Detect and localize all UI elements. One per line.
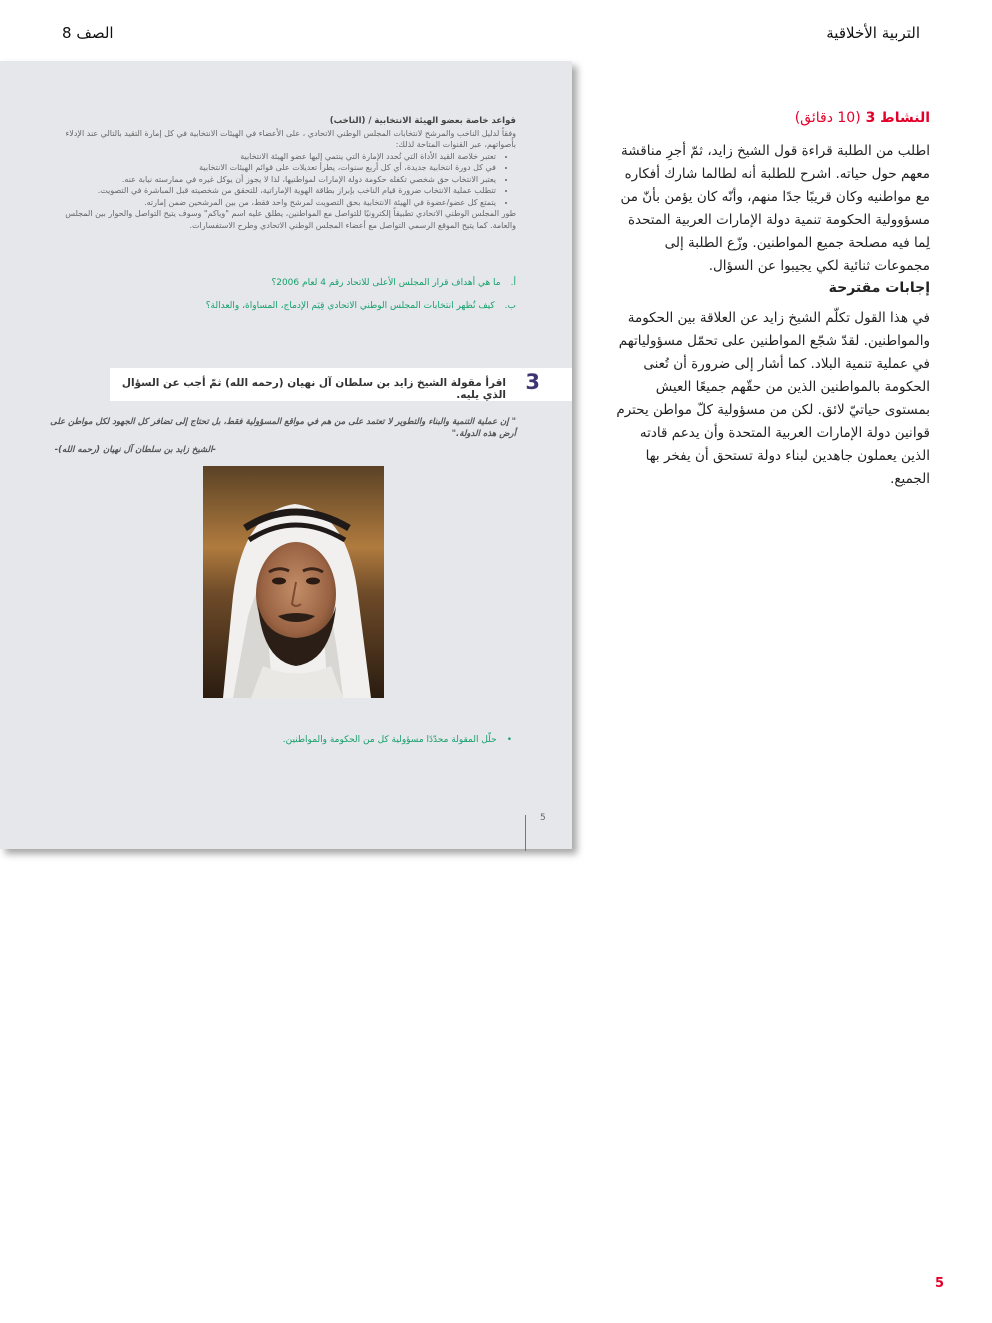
section-title: اقرأ مقولة الشيخ زايد بن سلطان آل نهيان (رحمه الله) ثمّ أجب عن السؤال الذي يليه. bbox=[121, 377, 506, 401]
section-3-header bbox=[110, 368, 572, 401]
page-number: 5 bbox=[935, 1276, 945, 1291]
activity-label: النشاط 3 bbox=[865, 110, 930, 126]
question-b-number: ب. bbox=[504, 301, 516, 311]
student-book-page bbox=[0, 61, 572, 849]
question-b bbox=[206, 301, 516, 311]
page-divider-line bbox=[525, 815, 526, 851]
zayed-quote: " إن عملية التنمية والبناء والتطوير لا تعتمد على من هم في مواقع المسؤولية فقط، بل تحتاج إلى تضافر كل الجهود لكل مواطن على أرض هذه الدولة." bbox=[50, 417, 516, 439]
analysis-task bbox=[283, 735, 512, 745]
question-b-text: كيف تُظهر انتخابات المجلس الوطني الاتحادي قِيَم الإدماج، المساواة، والعدالة؟ bbox=[205, 301, 495, 311]
activity-instructions: اطلب من الطلبة قراءة قول الشيخ زايد، ثمّ أجرِ مناقشة معهم حول حياته. اشرح للطلبة أنه لطالما شارك أفكاره مع مواطنيه وكان قريبًا جدًا منهم، وأنّه كان يؤمن بأنّ من مسؤوولية الحكومة تنمية دولة الإمارات العربية المتحدة لِما فيه مصلحة جميع المواطنين. وزّع الطلبة إلى مجموعات ثنائية لكي يجيبوا عن السؤال. bbox=[620, 143, 930, 274]
subject-title: التربية الأخلاقية bbox=[826, 24, 920, 42]
task-text: حلّل المقولة محدّدًا مسؤولية كل من الحكومة والمواطنين. bbox=[282, 735, 497, 745]
question-a-number: أ. bbox=[510, 278, 516, 288]
sheikh-zayed-portrait bbox=[203, 466, 384, 698]
rules-intro: وفقاً لدليل الناخب والمرشح لانتخابات المجلس الوطني الاتحادي ، على الأعضاء في الهيئات الانتخابية في كل إمارة التقيد بالتالي عند الإدلاء بأصواتهم، عبر القنوات المتاحة لذلك: bbox=[65, 128, 516, 149]
rules-item: • في كل دورة انتخابية جديدة، أي كل أربع سنوات، يطرأ تعديلات على قوائم الهيئات الانتخابية bbox=[46, 162, 496, 174]
rules-item: • يتمتع كل عضو/عضوة في الهيئة الانتخابية بحق التصويت لمرشح واحد فقط، من بين المرشحين ضمن إمارته. bbox=[46, 197, 496, 209]
voter-rules-box bbox=[46, 116, 516, 231]
question-a-text: ما هي أهداف قرار المجلس الأعلى للاتحاد رقم 4 لعام 2006؟ bbox=[271, 278, 501, 288]
suggested-answers: في هذا القول تكلّم الشيخ زايد عن العلاقة بين الحكومة والمواطنين. لقدّ شجّع المواطنين على تحمّل مسؤولياتهم في عملية تنمية البلاد. كما أشار إلى ضرورة أن تُعنى الحكومة بالمواطنين الذين من حقّهم جميعًا العيش بمستوى حياتيّ لائق. لكن من مسؤولية كلّ مواطن يحترم قوانين دولة الإمارات العربية المتحدة وأن يدعم قادته الذين يعملون جاهدين لبناء دولة تستحق أن يفخر بها الجميع. bbox=[616, 310, 930, 487]
rules-title: قواعد خاصة بعضو الهيئة الانتخابية / (الناخب) bbox=[329, 116, 516, 126]
book-page-number: 5 bbox=[540, 813, 546, 823]
rules-outro: طور المجلس الوطني الاتحادي تطبيقاً إلكترونيًا للتواصل مع المواطنين، يطلق عليه اسم "وياكم" وسوف يتيح التواصل والحوار بين المجلس والعامة. كما يتيح الموقع الرسمي التواصل مع أعضاء المجلس الوطني الاتحادي وطرح الاستفسارات. bbox=[65, 209, 516, 230]
task-bullet: • bbox=[506, 735, 512, 745]
rules-list bbox=[46, 151, 516, 209]
rules-item: • تعتبر خلاصة القيد الأداة التي تُحدد الإمارة التي ينتمي إليها عضو الهيئة الانتخابية bbox=[46, 151, 496, 163]
section-number: 3 bbox=[525, 370, 540, 394]
grade-label: الصف 8 bbox=[62, 24, 114, 42]
activity-duration: (10 دقائق) bbox=[794, 110, 861, 126]
activity-title bbox=[795, 110, 930, 126]
rules-item: • يعتبر الانتخاب حق شخصي تكفله حكومة دولة الإمارات لمواطنيها، لذا لا يجوز أن يوكل غيره في ممارسته نيابة عنه. bbox=[46, 174, 496, 186]
quote-attribution: -الشيخ زايد بن سلطان آل نهيان (رحمه الله)- bbox=[54, 445, 216, 455]
rules-item: • تتطلب عملية الانتخاب ضرورة قيام الناخب بإبراز بطاقة الهوية الإماراتية، للتحقق من شخصيته قبل المباشرة في التصويت. bbox=[46, 185, 496, 197]
answers-heading: إجابات مقترحة bbox=[828, 280, 930, 296]
question-a bbox=[271, 278, 516, 288]
